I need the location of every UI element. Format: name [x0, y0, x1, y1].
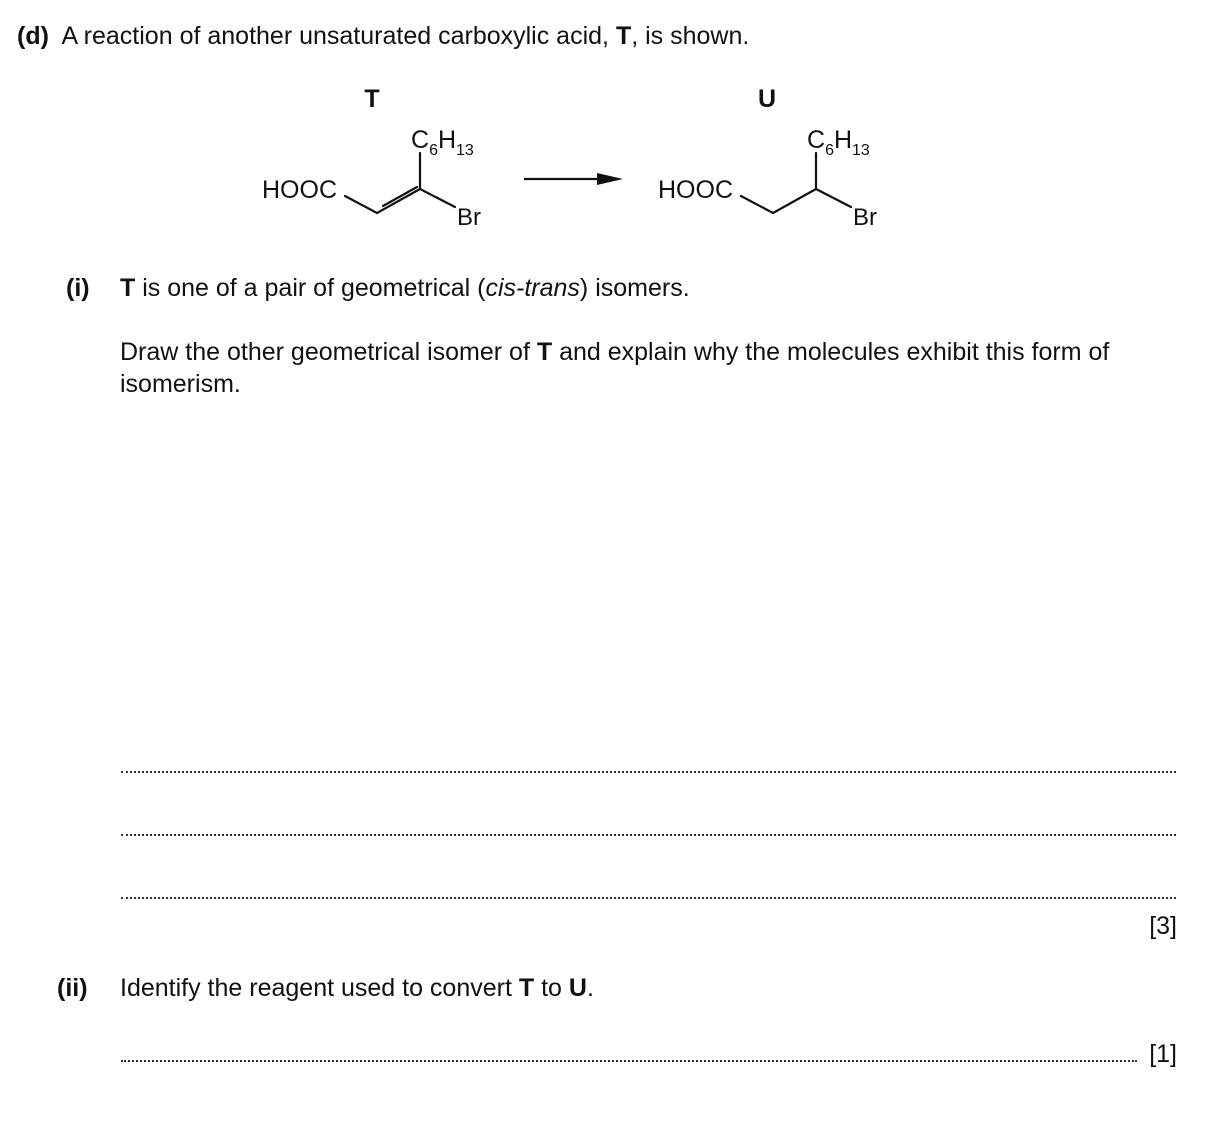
part-ii-label: (ii)	[57, 974, 88, 1002]
product-halogen: Br	[853, 204, 877, 231]
part-i-instruction-line2: isomerism.	[120, 370, 241, 398]
reactant-acid-group: HOOC	[262, 176, 337, 204]
part-i-instruction: Draw the other geometrical isomer of T and explain why the molecules exhibit this form of	[120, 338, 1110, 366]
part-ii-question: Identify the reagent used to convert T to U.	[120, 974, 594, 1002]
drawing-space[interactable]	[120, 410, 1176, 750]
reaction-scheme	[0, 70, 1213, 245]
part-i-label: (i)	[66, 274, 90, 302]
product-substituent: $C_6H_{13}$	[807, 126, 870, 159]
part-d-question	[17, 21, 749, 51]
reactant-substituent: $C_6H_{13}$	[411, 126, 474, 159]
product-acid-group: HOOC	[658, 176, 733, 204]
product-skeleton	[741, 153, 851, 213]
part-d-text-before: A reaction of another unsaturated carboxylic acid,	[61, 22, 616, 50]
answer-line-2[interactable]	[121, 834, 1176, 836]
reactant-halogen: Br	[457, 204, 481, 231]
reaction-arrow	[524, 173, 623, 185]
part-d-label: (d)	[17, 22, 49, 50]
reactant-skeleton	[345, 153, 455, 213]
answer-line-reagent[interactable]	[121, 1060, 1137, 1062]
part-d-text-after: , is shown.	[631, 22, 750, 50]
part-ii-marks: [1]	[1149, 1040, 1177, 1068]
answer-line-3[interactable]	[121, 897, 1176, 899]
part-i-question	[66, 273, 90, 303]
part-i-statement: T is one of a pair of geometrical (cis-trans) isomers.	[120, 274, 690, 302]
product-label: U	[757, 85, 777, 113]
part-d-bold: T	[615, 22, 632, 50]
reactant-label: T	[364, 85, 380, 113]
answer-line-1[interactable]	[121, 771, 1176, 773]
part-i-marks: [3]	[1149, 912, 1177, 940]
